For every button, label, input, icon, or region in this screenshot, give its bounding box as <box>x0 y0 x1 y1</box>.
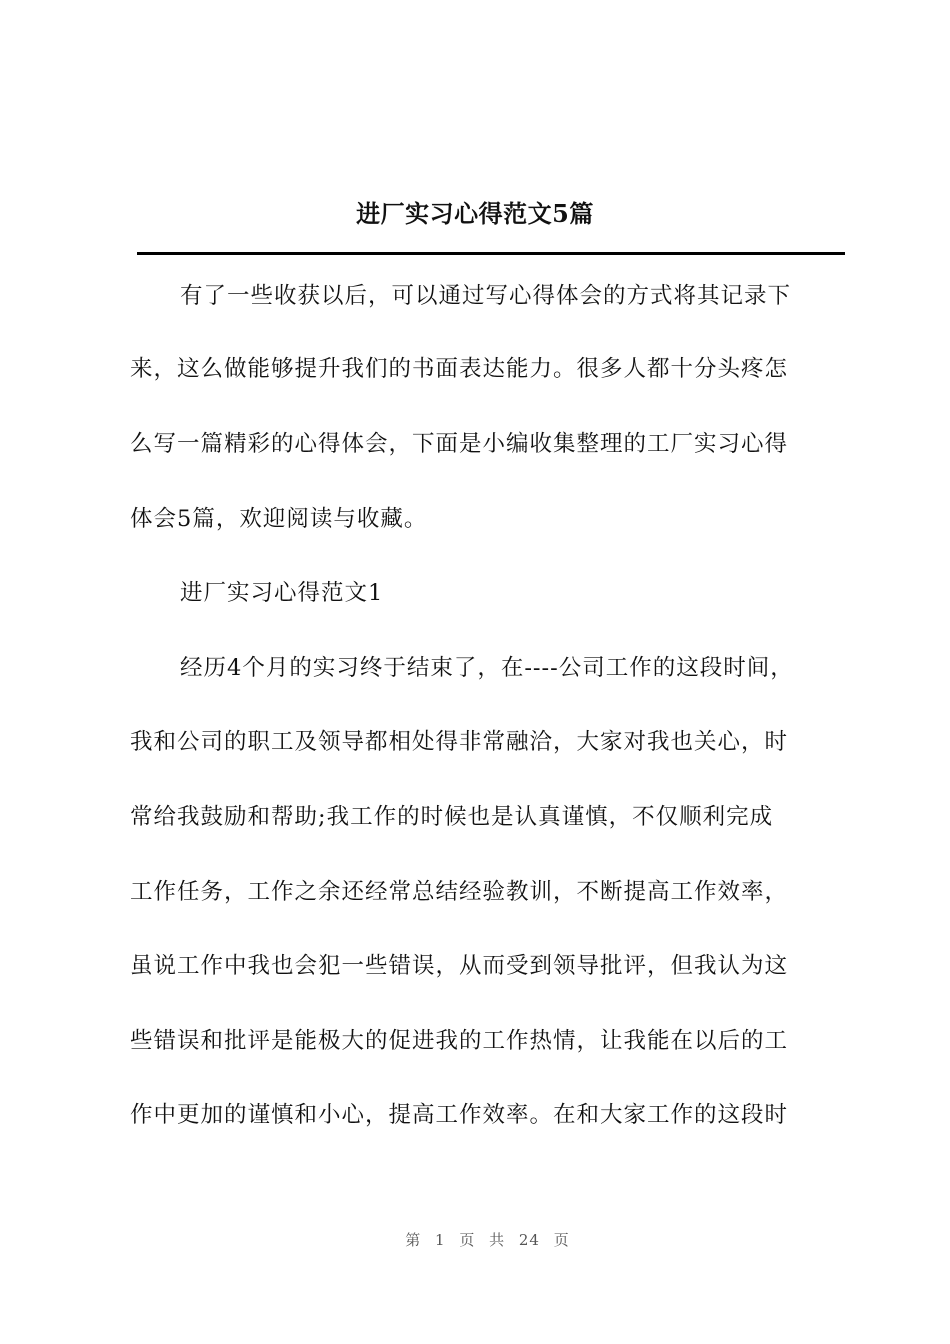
text-line: 工作任务，工作之余还经常总结经验教训，不断提高工作效率， <box>130 879 789 905</box>
text-line: 虽说工作中我也会犯一些错误，从而受到领导批评，但我认为这 <box>130 953 789 979</box>
text-line: 作中更加的谨慎和小心，提高工作效率。在和大家工作的这段时 <box>130 1102 789 1128</box>
text-line: 些错误和批评是能极大的促进我的工作热情，让我能在以后的工 <box>130 1028 789 1054</box>
section-heading: 进厂实习心得范文1 <box>180 580 384 606</box>
text-line: 体会5篇，欢迎阅读与收藏。 <box>130 506 428 532</box>
text-line: 常给我鼓励和帮助;我工作的时候也是认真谨慎，不仅顺利完成 <box>130 804 774 830</box>
page-title: 进厂实习心得范文5篇 <box>356 199 594 228</box>
text-line: 有了一些收获以后，可以通过写心得体会的方式将其记录下 <box>180 283 792 309</box>
text-line: 来，这么做能够提升我们的书面表达能力。很多人都十分头疼怎 <box>130 356 789 382</box>
text-line: 我和公司的职工及领导都相处得非常融洽，大家对我也关心，时 <box>130 729 789 755</box>
page-footer: 第 1 页 共 24 页 <box>405 1231 570 1249</box>
title-divider <box>137 252 845 255</box>
text-line: 么写一篇精彩的心得体会，下面是小编收集整理的工厂实习心得 <box>130 431 789 457</box>
text-line: 经历4个月的实习终于结束了，在----公司工作的这段时间， <box>180 655 794 681</box>
